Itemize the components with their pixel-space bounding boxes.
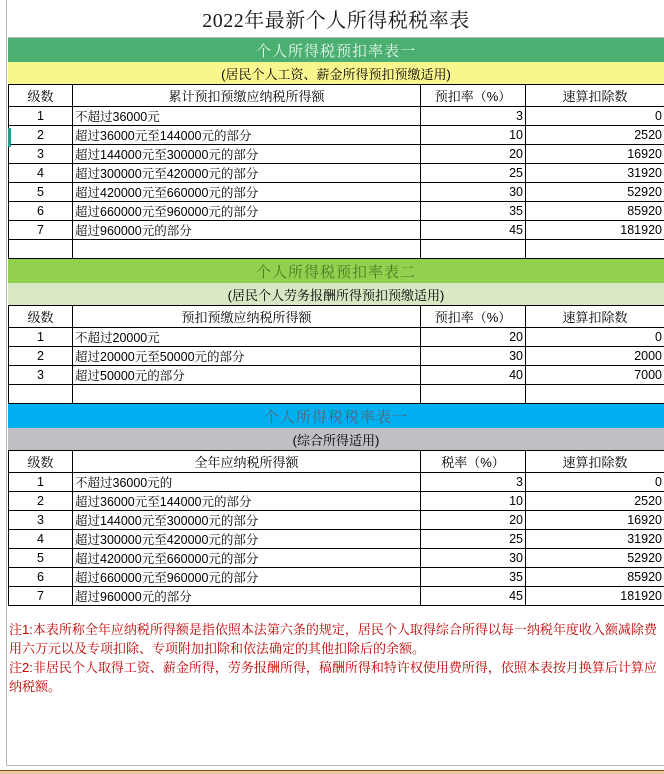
cell-range[interactable]: 超过420000元至660000元的部分 bbox=[73, 183, 421, 202]
cell-empty[interactable] bbox=[526, 240, 664, 259]
cell-rate[interactable]: 40 bbox=[421, 366, 526, 385]
col-header-level: 级数 bbox=[9, 85, 73, 107]
cell-rate[interactable]: 45 bbox=[421, 221, 526, 240]
table-row[interactable] bbox=[9, 473, 664, 492]
bottom-strip bbox=[0, 770, 664, 774]
cell-range[interactable]: 超过420000元至660000元的部分 bbox=[73, 549, 421, 568]
cell-range[interactable]: 不超过36000元的 bbox=[73, 473, 421, 492]
table-spacer-row[interactable] bbox=[9, 385, 664, 404]
table-row[interactable] bbox=[9, 202, 664, 221]
table-row[interactable] bbox=[9, 549, 664, 568]
cell-rate[interactable]: 20 bbox=[421, 511, 526, 530]
col-header-deduct: 速算扣除数 bbox=[526, 85, 664, 107]
cell-deduct[interactable]: 31920 bbox=[526, 164, 664, 183]
cell-range[interactable]: 超过660000元至960000元的部分 bbox=[73, 568, 421, 587]
cell-deduct[interactable]: 181920 bbox=[526, 221, 664, 240]
cell-level[interactable]: 5 bbox=[9, 183, 73, 202]
table-1-banner-label: 个人所得税预扣率表一 bbox=[255, 42, 416, 60]
col-header-rate: 预扣率（%） bbox=[421, 306, 526, 328]
table-row[interactable] bbox=[9, 530, 664, 549]
table-2-header-row bbox=[9, 306, 664, 328]
cell-range[interactable]: 超过300000元至420000元的部分 bbox=[73, 164, 421, 183]
table-2-banner-label: 个人所得税预扣率表二 bbox=[255, 263, 416, 281]
cell-rate[interactable]: 35 bbox=[421, 202, 526, 221]
col-header-level: 级数 bbox=[9, 451, 73, 473]
col-header-deduct: 速算扣除数 bbox=[526, 306, 664, 328]
table-1-subtitle bbox=[8, 62, 664, 84]
cell-deduct[interactable]: 0 bbox=[526, 107, 664, 126]
table-row[interactable] bbox=[9, 568, 664, 587]
col-header-range: 累计预扣预缴应纳税所得额 bbox=[73, 85, 421, 107]
col-header-level: 级数 bbox=[9, 306, 73, 328]
footnote-2: 注2:非居民个人取得工资、薪金所得，劳务报酬所得，稿酬所得和特许权使用费所得，依照本表按月换算后计算应纳税额。 bbox=[9, 660, 657, 694]
table-row[interactable] bbox=[9, 183, 664, 202]
table-spacer-row[interactable] bbox=[9, 240, 664, 259]
cell-rate[interactable]: 45 bbox=[421, 587, 526, 606]
cell-deduct[interactable]: 181920 bbox=[526, 587, 664, 606]
cell-level[interactable]: 2 bbox=[9, 492, 73, 511]
tax-table-3 bbox=[8, 450, 664, 606]
cell-deduct[interactable]: 0 bbox=[526, 473, 664, 492]
col-header-rate: 预扣率（%） bbox=[421, 85, 526, 107]
cell-range[interactable]: 超过144000元至300000元的部分 bbox=[73, 145, 421, 164]
footnotes bbox=[8, 606, 664, 696]
cell-deduct[interactable]: 52920 bbox=[526, 183, 664, 202]
cell-deduct[interactable]: 52920 bbox=[526, 549, 664, 568]
table-row[interactable] bbox=[9, 328, 664, 347]
cell-level[interactable]: 1 bbox=[9, 107, 73, 126]
cell-deduct[interactable]: 16920 bbox=[526, 145, 664, 164]
cell-level[interactable]: 2 bbox=[9, 347, 73, 366]
cell-range[interactable]: 超过50000元的部分 bbox=[73, 366, 421, 385]
row-gutter bbox=[0, 0, 7, 766]
col-header-range: 预扣预缴应纳税所得额 bbox=[73, 306, 421, 328]
cell-range[interactable]: 超过36000元至144000元的部分 bbox=[73, 492, 421, 511]
table-row[interactable] bbox=[9, 492, 664, 511]
cell-deduct[interactable]: 2520 bbox=[526, 126, 664, 145]
cell-rate[interactable]: 35 bbox=[421, 568, 526, 587]
cell-level[interactable]: 3 bbox=[9, 366, 73, 385]
cell-deduct[interactable]: 85920 bbox=[526, 202, 664, 221]
cell-rate[interactable]: 3 bbox=[421, 107, 526, 126]
bottom-rule bbox=[7, 765, 664, 766]
table-row[interactable] bbox=[9, 145, 664, 164]
tax-table-2 bbox=[8, 305, 664, 404]
cell-level[interactable]: 6 bbox=[9, 202, 73, 221]
cell-rate[interactable]: 20 bbox=[421, 145, 526, 164]
table-1-header-row bbox=[9, 85, 664, 107]
cell-level[interactable]: 2 bbox=[9, 126, 73, 145]
cell-rate[interactable]: 10 bbox=[421, 492, 526, 511]
page-title-row bbox=[8, 0, 664, 38]
cell-rate[interactable]: 10 bbox=[421, 126, 526, 145]
table-3-subtitle bbox=[8, 428, 664, 450]
tax-table-1 bbox=[8, 84, 664, 259]
cell-empty[interactable] bbox=[9, 385, 73, 404]
cell-deduct[interactable]: 85920 bbox=[526, 568, 664, 587]
table-1-subtitle-label: (居民个人工资、薪金所得预扣预缴适用) bbox=[221, 66, 451, 82]
col-header-deduct: 速算扣除数 bbox=[526, 451, 664, 473]
cell-level[interactable]: 1 bbox=[9, 328, 73, 347]
table-1-banner bbox=[8, 38, 664, 62]
table-3-subtitle-label: (综合所得适用) bbox=[292, 432, 380, 448]
cell-empty[interactable] bbox=[73, 385, 421, 404]
cell-range[interactable]: 超过300000元至420000元的部分 bbox=[73, 530, 421, 549]
footnote-1: 注1:本表所称全年应纳税所得额是指依照本法第六条的规定，居民个人取得综合所得以每一纳税年度收入额减除费用六万元以及专项扣除、专项附加扣除和依法确定的其他扣除后的余额。 bbox=[9, 622, 657, 656]
table-row[interactable] bbox=[9, 587, 664, 606]
cell-level[interactable]: 3 bbox=[9, 145, 73, 164]
sheet-content bbox=[8, 0, 664, 696]
cell-empty[interactable] bbox=[73, 240, 421, 259]
cell-range[interactable]: 不超过20000元 bbox=[73, 328, 421, 347]
cell-rate[interactable]: 25 bbox=[421, 164, 526, 183]
cell-range[interactable]: 不超过36000元 bbox=[73, 107, 421, 126]
cell-deduct[interactable]: 31920 bbox=[526, 530, 664, 549]
cell-empty[interactable] bbox=[421, 385, 526, 404]
table-row[interactable] bbox=[9, 126, 664, 145]
cell-level[interactable]: 7 bbox=[9, 221, 73, 240]
cell-level[interactable]: 1 bbox=[9, 473, 73, 492]
table-row[interactable] bbox=[9, 107, 664, 126]
cell-level[interactable]: 7 bbox=[9, 587, 73, 606]
cell-range[interactable]: 超过660000元至960000元的部分 bbox=[73, 202, 421, 221]
active-cell-marker bbox=[8, 128, 11, 147]
table-row[interactable] bbox=[9, 366, 664, 385]
cell-empty[interactable] bbox=[9, 240, 73, 259]
cell-range[interactable]: 超过20000元至50000元的部分 bbox=[73, 347, 421, 366]
table-2-subtitle-label: (居民个人劳务报酬所得预扣预缴适用) bbox=[227, 287, 445, 303]
cell-deduct[interactable]: 16920 bbox=[526, 511, 664, 530]
cell-level[interactable]: 4 bbox=[9, 164, 73, 183]
cell-rate[interactable]: 30 bbox=[421, 347, 526, 366]
table-3-banner bbox=[8, 404, 664, 428]
cell-rate[interactable]: 30 bbox=[421, 549, 526, 568]
cell-rate[interactable]: 25 bbox=[421, 530, 526, 549]
cell-range[interactable]: 超过960000元的部分 bbox=[73, 587, 421, 606]
cell-level[interactable]: 3 bbox=[9, 511, 73, 530]
cell-range[interactable]: 超过960000元的部分 bbox=[73, 221, 421, 240]
cell-range[interactable]: 超过144000元至300000元的部分 bbox=[73, 511, 421, 530]
cell-range[interactable]: 超过36000元至144000元的部分 bbox=[73, 126, 421, 145]
cell-level[interactable]: 6 bbox=[9, 568, 73, 587]
cell-deduct[interactable]: 2520 bbox=[526, 492, 664, 511]
table-3-banner-label: 个人所得税税率表一 bbox=[263, 408, 408, 426]
cell-empty[interactable] bbox=[526, 385, 664, 404]
cell-level[interactable]: 4 bbox=[9, 530, 73, 549]
cell-rate[interactable]: 20 bbox=[421, 328, 526, 347]
cell-level[interactable]: 5 bbox=[9, 549, 73, 568]
table-row[interactable] bbox=[9, 221, 664, 240]
cell-deduct[interactable]: 7000 bbox=[526, 366, 664, 385]
table-row[interactable] bbox=[9, 347, 664, 366]
col-header-range: 全年应纳税所得额 bbox=[73, 451, 421, 473]
cell-deduct[interactable]: 0 bbox=[526, 328, 664, 347]
table-row[interactable] bbox=[9, 511, 664, 530]
table-row[interactable] bbox=[9, 164, 664, 183]
table-2-banner bbox=[8, 259, 664, 283]
table-3-header-row bbox=[9, 451, 664, 473]
table-2-subtitle bbox=[8, 283, 664, 305]
cell-rate[interactable]: 30 bbox=[421, 183, 526, 202]
page-title: 2022年最新个人所得税税率表 bbox=[202, 10, 470, 32]
cell-empty[interactable] bbox=[421, 240, 526, 259]
col-header-rate: 税率（%） bbox=[421, 451, 526, 473]
cell-deduct[interactable]: 2000 bbox=[526, 347, 664, 366]
cell-rate[interactable]: 3 bbox=[421, 473, 526, 492]
